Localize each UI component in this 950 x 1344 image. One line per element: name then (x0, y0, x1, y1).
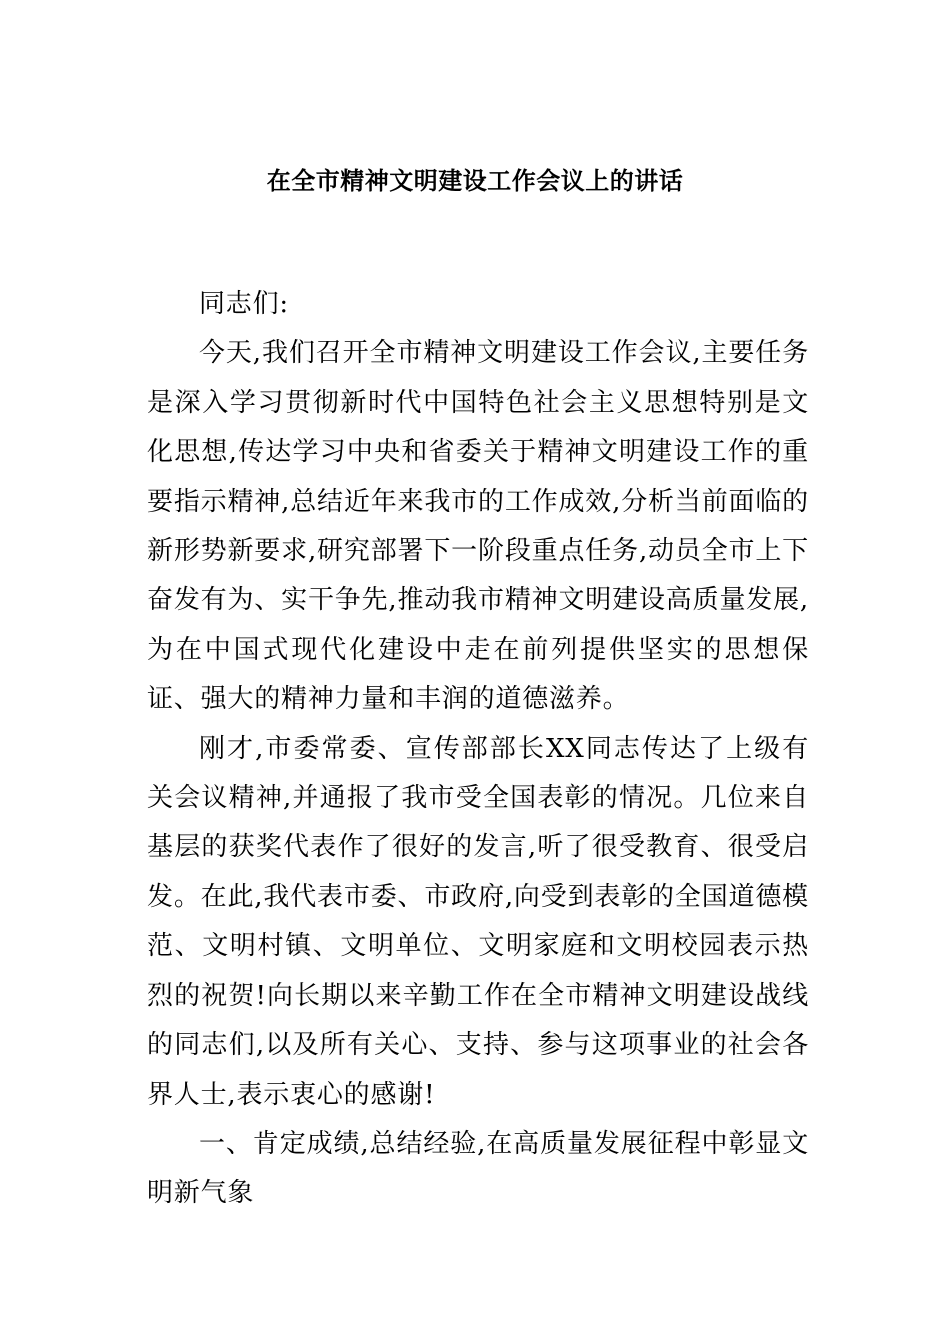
salutation: 同志们: (199, 289, 289, 319)
document-body (147, 280, 809, 1219)
paragraph-acknowledgement: 刚才,市委常委、宣传部部长XX同志传达了上级有关会议精神,并通报了我市受全国表彰的情况。几位来自基层的获奖代表作了很好的发言,听了很受教育、很受启发。在此,我代表市委、市政府,向受到表彰的全国道德模范、文明村镇、文明单位、文明家庭和文明校园表示热烈的祝贺!向长期以来辛勤工作在全市精神文明建设战线的同志们,以及所有关心、支持、参与这项事业的社会各界人士,表示衷心的感谢! (147, 733, 809, 1110)
document-title: 在全市精神文明建设工作会议上的讲话 (266, 167, 684, 195)
section-heading-1: 一、肯定成绩,总结经验,在高质量发展征程中彰显文明新气象 (147, 1128, 809, 1209)
paragraph-opening: 今天,我们召开全市精神文明建设工作会议,主要任务是深入学习贯彻新时代中国特色社会主义思想特别是文化思想,传达学习中央和省委关于精神文明建设工作的重要指示精神,总结近年来我市的工作成效,分析当前面临的新形势新要求,研究部署下一阶段重点任务,动员全市上下奋发有为、实干争先,推动我市精神文明建设高质量发展,为在中国式现代化建设中走在前列提供坚实的思想保证、强大的精神力量和丰润的道德滋养。 (147, 338, 809, 715)
